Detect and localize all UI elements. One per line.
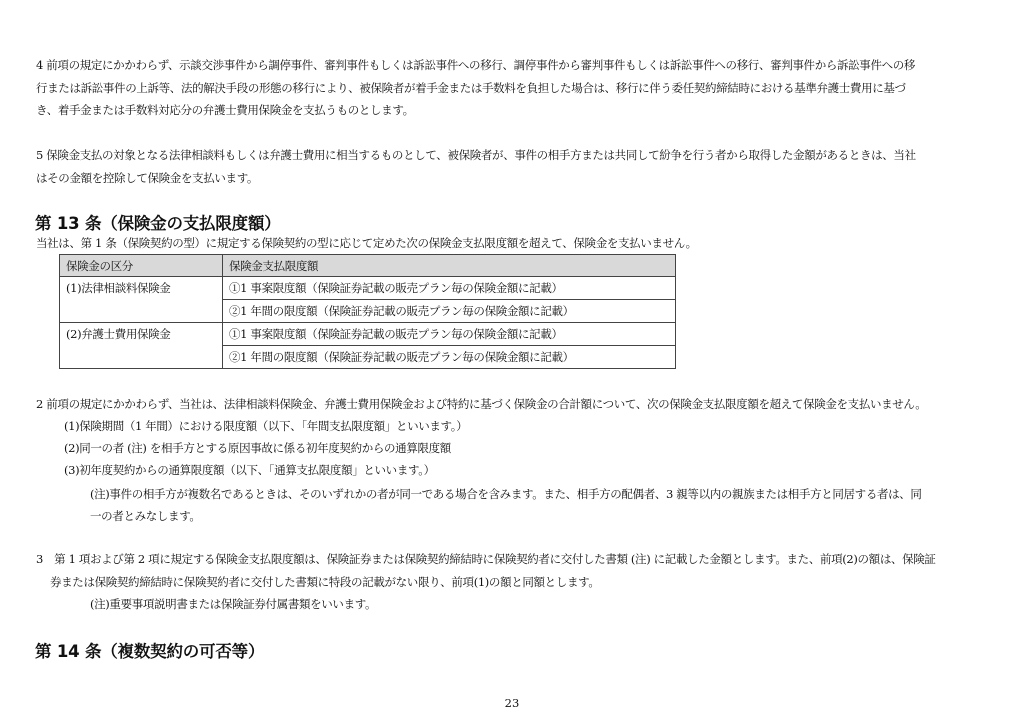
table-cell-limit: ①1 事案限度額（保険証券記載の販売プラン毎の保険金額に記載） (223, 323, 676, 346)
note-line: (注)重要事項説明書または保険証券付属書類をいいます。 (90, 597, 377, 611)
table-cell-category: (2)弁護士費用保険金 (60, 323, 223, 369)
table-header-cell: 保険金の区分 (60, 255, 223, 277)
list-item: (2)同一の者 (注) を相手方とする原因事故に係る初年度契約からの通算限度額 (64, 441, 451, 455)
page-number: 23 (504, 696, 520, 710)
list-item: (1)保険期間（1 年間）における限度額（以下、「年間支払限度額」といいます。） (64, 419, 468, 433)
paragraph-line: 行または訴訟事件の上訴等、法的解決手段の形態の移行により、被保険者が着手金または手数料を負担した場合は、移行に伴う委任契約締結時における基準弁護士費用に基づ (36, 81, 906, 95)
article-14-heading: 第 14 条（複数契約の可否等） (35, 642, 265, 661)
table-cell-limit: ②1 年間の限度額（保険証券記載の販売プラン毎の保険金額に記載） (223, 346, 676, 369)
list-item: (3)初年度契約からの通算限度額（以下、「通算支払限度額」といいます。） (64, 463, 435, 477)
paragraph-line: 2 前項の規定にかかわらず、当社は、法律相談料保険金、弁護士費用保険金および特約に基づく保険金の合計額について、次の保険金支払限度額を超えて保険金を支払いません。 (36, 397, 927, 411)
paragraph-line: 4 前項の規定にかかわらず、示談交渉事件から調停事件、審判事件もしくは訴訟事件への移行、調停事件から審判事件もしくは訴訟事件への移行、審判事件から訴訟事件への移 (36, 58, 916, 72)
table-cell-limit: ②1 年間の限度額（保険証券記載の販売プラン毎の保険金額に記載） (223, 300, 676, 323)
table-row (60, 277, 676, 300)
table-header-cell: 保険金支払限度額 (223, 255, 676, 277)
table-cell-limit: ①1 事案限度額（保険証券記載の販売プラン毎の保険金額に記載） (223, 277, 676, 300)
payment-limit-table (59, 254, 676, 369)
paragraph-line: き、着手金または手数料対応分の弁護士費用保険金を支払うものとします。 (36, 103, 414, 117)
table-cell-category: (1)法律相談料保険金 (60, 277, 223, 323)
article-13-heading: 第 13 条（保険金の支払限度額） (35, 214, 281, 233)
paragraph-line: 5 保険金支払の対象となる法律相談料もしくは弁護士費用に相当するものとして、被保険者が、事件の相手方または共同して紛争を行う者から取得した金額があるときは、当社 (36, 148, 916, 162)
paragraph-line: はその金額を控除して保険金を支払います。 (36, 171, 259, 185)
table-row (60, 323, 676, 346)
paragraph-line: 当社は、第 1 条（保険契約の型）に規定する保険契約の型に応じて定めた次の保険金支払限度額を超えて、保険金を支払いません。 (36, 236, 697, 250)
note-line: (注)事件の相手方が複数名であるときは、そのいずれかの者が同一である場合を含みます。また、相手方の配偶者、3 親等以内の親族または相手方と同居する者は、同 (90, 487, 922, 501)
paragraph-line: 3 第 1 項および第 2 項に規定する保険金支払限度額は、保険証券または保険契約締結時に保険契約者に交付した書類 (注) に記載した金額とします。また、前項(2)の額は、保険証 (36, 552, 936, 566)
note-line: 一の者とみなします。 (90, 509, 201, 523)
paragraph-line: 券または保険契約締結時に保険契約者に交付した書類に特段の記載がない限り、前項(1)の額と同額とします。 (50, 575, 600, 589)
table-header-row (60, 255, 676, 277)
